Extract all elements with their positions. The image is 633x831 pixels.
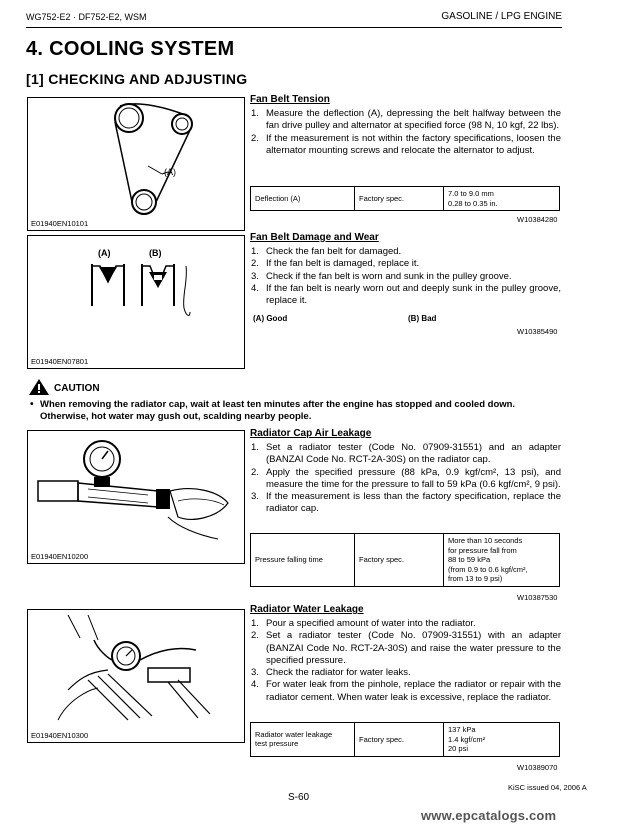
- figure-caption: E01940EN10200: [31, 552, 89, 561]
- spec-cell: Deflection (A): [251, 187, 355, 211]
- issue-note: KiSC issued 04, 2006 A: [508, 783, 587, 792]
- spec-cell: Factory spec.: [355, 534, 444, 587]
- radiator-cap-tester-diagram: [28, 431, 244, 549]
- radiator-cap-spec-table: [250, 533, 560, 587]
- radiator-cap-title: Radiator Cap Air Leakage: [250, 428, 372, 439]
- radiator-water-spec-table: [250, 722, 560, 757]
- header-left: WG752-E2 · DF752-E2, WSM: [26, 12, 147, 22]
- figure-caption: E01940EN07801: [31, 357, 89, 366]
- figure-belt-tension: [27, 97, 245, 231]
- legend-bad: (B) Bad: [408, 314, 437, 323]
- figure-caption: E01940EN10101: [31, 219, 89, 228]
- fan-belt-damage-steps: [251, 246, 561, 307]
- figure-radiator-cap: [27, 430, 245, 564]
- step-item: 2. Apply the specified pressure (88 kPa, 0.9 kgf/cm², 13 psi), and measure the time for the pressure to fall to 59 kPa (0.6 kgf/cm², 9 psi).: [251, 466, 561, 490]
- spec-cell: 7.0 to 9.0 mm 0.28 to 0.35 in.: [444, 187, 560, 211]
- belt-damage-diagram: [28, 236, 244, 354]
- caution-text: When removing the radiator cap, wait at least ten minutes after the engine has stopped and cooled down. Otherwise, hot water may gush out, scalding nearby people.: [40, 399, 516, 422]
- step-item: 1. Pour a specified amount of water into the radiator.: [251, 618, 476, 629]
- spec-cell: Pressure falling time: [251, 534, 355, 587]
- spec-cell: Radiator water leakage test pressure: [251, 723, 355, 757]
- fan-belt-damage-title: Fan Belt Damage and Wear: [250, 232, 379, 243]
- spec-cell: More than 10 seconds for pressure fall from 88 to 59 kPa (from 0.9 to 0.6 kgf/cm², from 13 to 9 psi): [444, 534, 560, 587]
- step-item: 3. Check the radiator for water leaks.: [251, 667, 411, 679]
- figure-caption: E01940EN10300: [31, 731, 89, 740]
- section-title: [1] CHECKING AND ADJUSTING: [26, 71, 248, 87]
- ref-code: W10387530: [517, 593, 558, 602]
- step-item: 2. If the fan belt is damaged, replace it.: [251, 258, 420, 270]
- fan-belt-tension-steps: [251, 108, 561, 157]
- radiator-water-tester-diagram: [28, 610, 244, 728]
- radiator-cap-steps: [251, 442, 561, 516]
- step-item: 1. Measure the deflection (A), depressing the belt halfway between the fan drive pulley and alternator at specified force (98 N, 10 kgf, 22 lbs).: [251, 108, 561, 132]
- spec-cell: 137 kPa 1.4 kgf/cm² 20 psi: [444, 723, 560, 757]
- figure-label-b: (B): [149, 248, 162, 258]
- legend-good: (A) Good: [253, 314, 288, 323]
- ref-code: W10384280: [517, 215, 558, 224]
- spec-cell: Factory spec.: [355, 187, 444, 211]
- step-item: 4. For water leak from the pinhole, replace the radiator or repair with the radiator cement. When water leak is excessive, replace the radiator.: [251, 679, 561, 703]
- fan-belt-tension-spec-table: [250, 186, 560, 211]
- header-right: GASOLINE / LPG ENGINE: [441, 11, 562, 22]
- step-item: 3. Check if the fan belt is worn and sunk in the pulley groove.: [251, 270, 512, 282]
- step-item: 1. Set a radiator tester (Code No. 07909-31551) and an adapter (BANZAI Code No. RCT-2A-30S) on the radiator cap.: [251, 442, 561, 466]
- header-divider: [26, 27, 562, 28]
- figure-label-a: (A): [98, 248, 111, 258]
- figure-belt-damage: [27, 235, 245, 369]
- spec-cell: Factory spec.: [355, 723, 444, 757]
- figure-label-a: (A): [164, 167, 176, 177]
- step-item: 3. If the measurement is less than the factory specification, replace the radiator cap.: [251, 491, 561, 515]
- radiator-water-title: Radiator Water Leakage: [250, 604, 364, 615]
- chapter-title: 4. COOLING SYSTEM: [26, 38, 235, 60]
- radiator-water-steps: [251, 618, 561, 704]
- step-item: 1. Check the fan belt for damaged.: [251, 246, 402, 257]
- step-item: 2. Set a radiator tester (Code No. 07909-31551) with an adapter (BANZAI Code No. RCT-2A-30S) and raise the water pressure to the specified pressure.: [251, 630, 561, 666]
- step-item: 4. If the fan belt is nearly worn out and deeply sunk in the pulley groove, replace it.: [251, 282, 561, 307]
- belt-tension-diagram: [28, 98, 244, 218]
- ref-code: W10385490: [517, 327, 558, 336]
- page-number: S-60: [288, 792, 310, 803]
- warning-triangle-icon: [28, 378, 50, 396]
- watermark: www.epcatalogs.com: [421, 808, 557, 823]
- step-item: 2. If the measurement is not within the factory specifications, loosen the alternator mounting screws and relocate the alternator to adjust.: [251, 132, 561, 156]
- caution-block: [28, 378, 100, 401]
- caution-bullet: •: [30, 399, 34, 410]
- fan-belt-tension-title: Fan Belt Tension: [250, 94, 330, 105]
- caution-title: CAUTION: [54, 383, 100, 394]
- ref-code: W10389070: [517, 763, 558, 772]
- figure-radiator-water: [27, 609, 245, 743]
